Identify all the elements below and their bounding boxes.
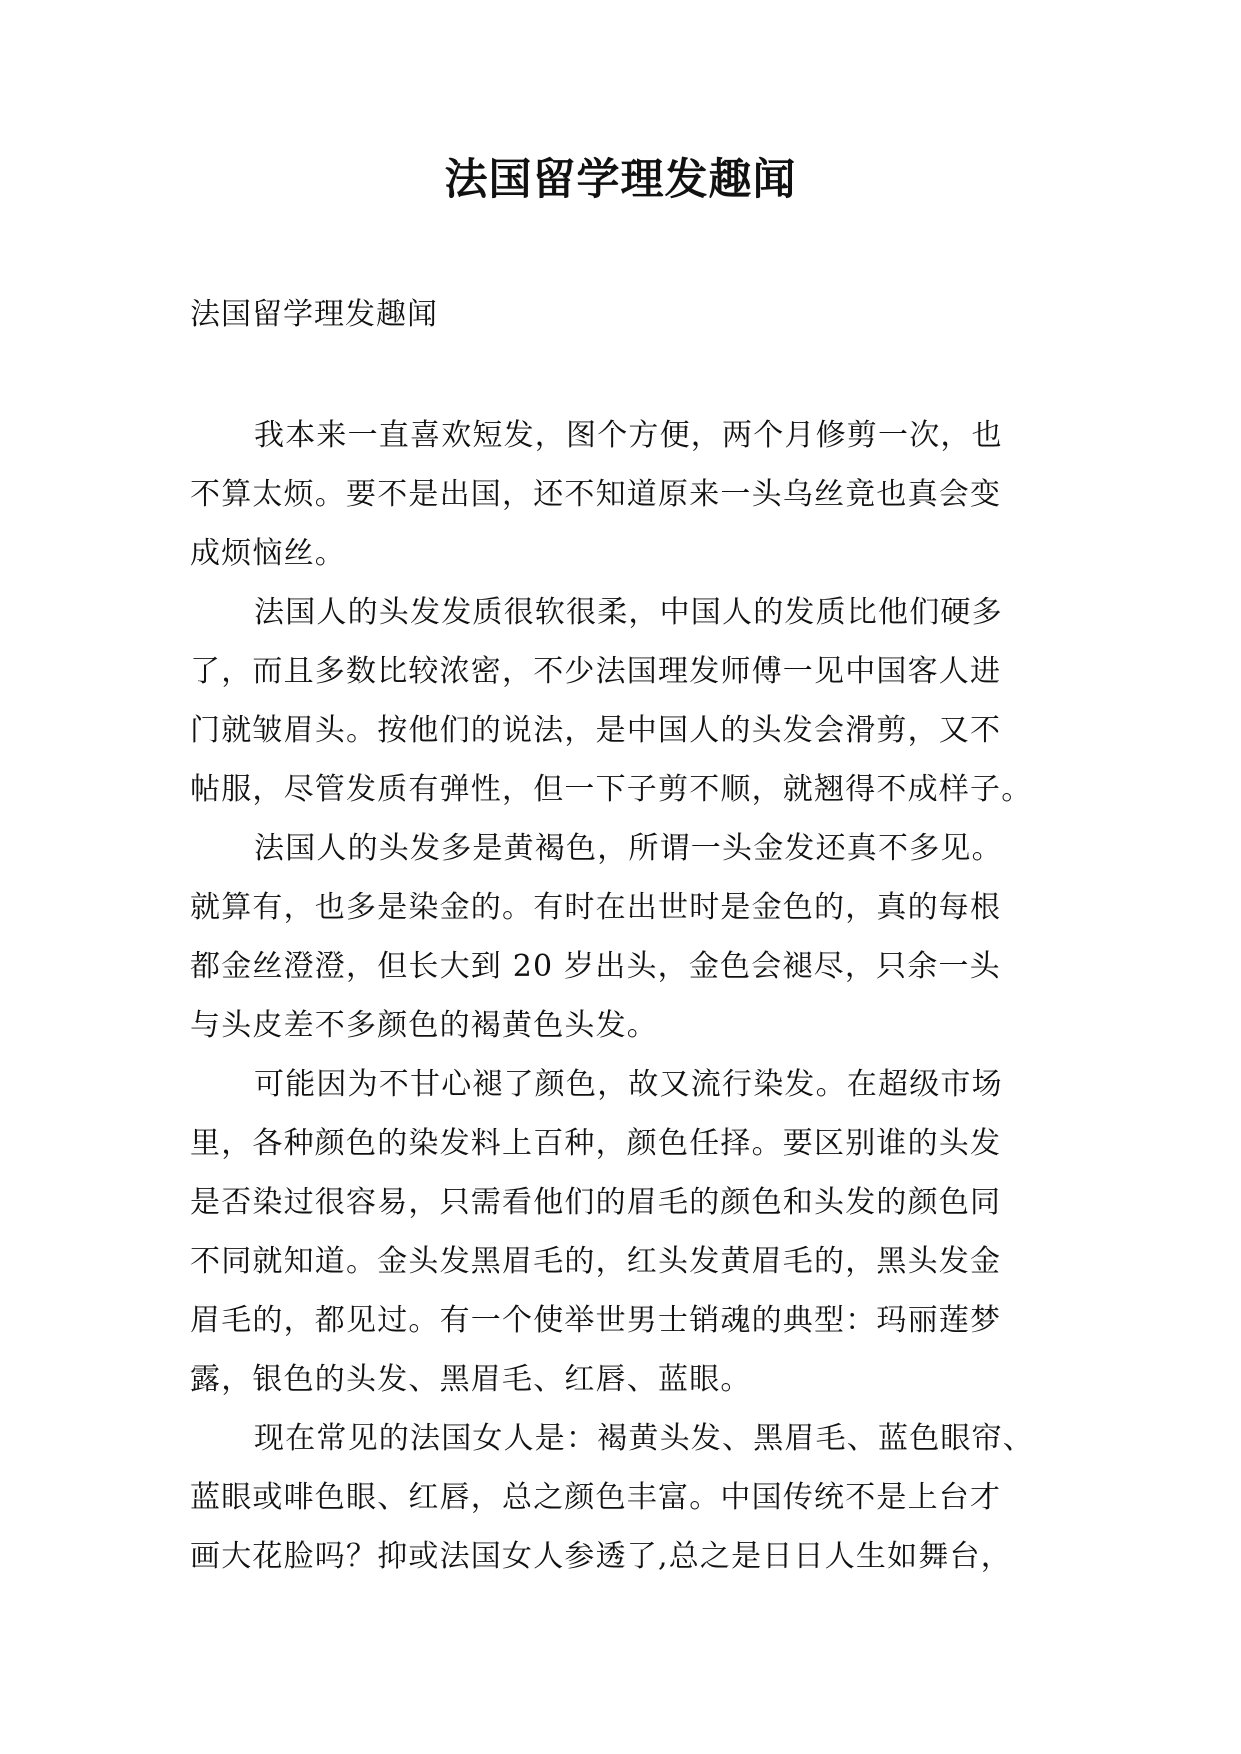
text-line: 门就皱眉头。按他们的说法，是中国人的头发会滑剪，又不 [190, 713, 1002, 748]
text-line: 法国人的头发多是黄褐色，所谓一头金发还真不多见。 [254, 831, 1003, 866]
text-line: 里，各种颜色的染发料上百种，颜色任择。要区别谁的头发 [190, 1126, 1002, 1161]
paragraph [190, 1409, 1070, 1586]
paragraph [190, 583, 1070, 819]
text-line: 蓝眼或啡色眼、红唇，总之颜色丰富。中国传统不是上台才 [190, 1480, 1002, 1515]
text-line: 都金丝澄澄，但长大到 20 岁出头，金色会褪尽，只余一头 [190, 949, 1001, 984]
text-line: 就算有，也多是染金的。有时在出世时是金色的，真的每根 [190, 890, 1002, 925]
paragraph [190, 819, 1070, 1055]
text-line: 可能因为不甘心褪了颜色，故又流行染发。在超级市场 [254, 1067, 1003, 1102]
text-line: 不同就知道。金头发黑眉毛的，红头发黄眉毛的，黑头发金 [190, 1244, 1002, 1279]
text-line: 帖服，尽管发质有弹性，但一下子剪不顺，就翘得不成样子。 [190, 772, 1033, 807]
document-subtitle: 法国留学理发趣闻 [190, 297, 438, 332]
text-line: 是否染过很容易，只需看他们的眉毛的颜色和头发的颜色同 [190, 1185, 1002, 1220]
paragraph [190, 406, 1070, 583]
text-line: 画大花脸吗？抑或法国女人参透了,总之是日日人生如舞台， [190, 1539, 1012, 1574]
text-line: 成烦恼丝。 [190, 536, 346, 571]
article-body [190, 406, 1070, 1586]
text-line: 我本来一直喜欢短发，图个方便，两个月修剪一次，也 [254, 418, 1003, 453]
paragraph [190, 1055, 1070, 1409]
text-line: 法国人的头发发质很软很柔，中国人的发质比他们硬多 [254, 595, 1003, 630]
text-line: 与头皮差不多颜色的褐黄色头发。 [190, 1008, 658, 1043]
text-line: 露，银色的头发、黑眉毛、红唇、蓝眼。 [190, 1362, 752, 1397]
text-line: 眉毛的，都见过。有一个使举世男士销魂的典型：玛丽莲梦 [190, 1303, 1002, 1338]
text-line: 了，而且多数比较浓密，不少法国理发师傅一见中国客人进 [190, 654, 1002, 689]
text-line: 现在常见的法国女人是：褐黄头发、黑眉毛、蓝色眼帘、 [254, 1421, 1034, 1456]
document-title: 法国留学理发趣闻 [444, 155, 797, 205]
text-line: 不算太烦。要不是出国，还不知道原来一头乌丝竟也真会变 [190, 477, 1002, 512]
